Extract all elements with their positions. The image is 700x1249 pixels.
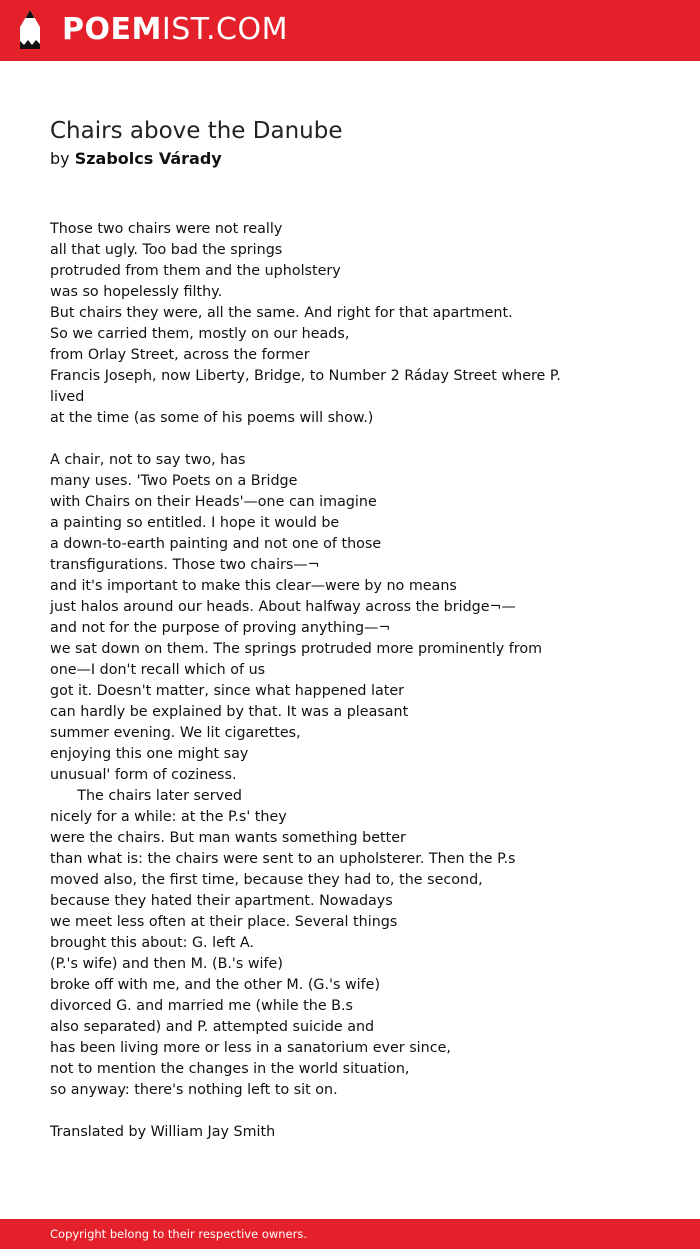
poem-line: can hardly be explained by that. It was a pleasant [50, 704, 409, 720]
poem-line: than what is: the chairs were sent to an upholsterer. Then the P.s [50, 851, 516, 867]
poem-line: because they hated their apartment. Nowadays [50, 893, 393, 909]
poem-line: has been living more or less in a sanatorium ever since, [50, 1040, 451, 1056]
poem-line: many uses. 'Two Poets on a Bridge [50, 473, 298, 489]
poem-line: a painting so entitled. I hope it would be [50, 515, 340, 531]
poem-line: with Chairs on their Heads'—one can imagine [50, 494, 377, 510]
poem-line: all that ugly. Too bad the springs [50, 242, 283, 258]
poem-line: and it's important to make this clear—were by no means [50, 578, 457, 594]
poem-line: from Orlay Street, across the former [50, 347, 310, 363]
poem-line: transfigurations. Those two chairs—¬ [50, 557, 320, 573]
poem-line: enjoying this one might say [50, 746, 249, 762]
poem-line: divorced G. and married me (while the B.s [50, 998, 353, 1014]
poem-line: Those two chairs were not really [50, 221, 283, 237]
poem-line: also separated) and P. attempted suicide and [50, 1019, 375, 1035]
poem-title: Chairs above the Danube [50, 118, 343, 144]
poem-line: Francis Joseph, now Liberty, Bridge, to Number 2 Ráday Street where P. [50, 368, 561, 384]
poem-line: lived [50, 389, 85, 405]
poem-byline [50, 148, 222, 170]
poem-line: was so hopelessly filthy. [50, 284, 223, 300]
site-footer [0, 1219, 700, 1249]
pencil-icon[interactable] [18, 9, 42, 51]
logo-text-light: IST.COM [161, 12, 288, 47]
poem-line: we meet less often at their place. Several things [50, 914, 398, 930]
poem-line: summer evening. We lit cigarettes, [50, 725, 301, 741]
poem-line: and not for the purpose of proving anything—¬ [50, 620, 391, 636]
poem-line: broke off with me, and the other M. (G.'s wife) [50, 977, 381, 993]
copyright-text: Copyright belong to their respective owners. [50, 1227, 308, 1241]
poem-line: so anyway: there's nothing left to sit on. [50, 1082, 338, 1098]
poem-line: Translated by William Jay Smith [50, 1124, 276, 1140]
poem-body [50, 219, 670, 1143]
poem-line: nicely for a while: at the P.s' they [50, 809, 287, 825]
stanza-break [50, 429, 670, 450]
poem-line: not to mention the changes in the world situation, [50, 1061, 410, 1077]
poem-line: A chair, not to say two, has [50, 452, 246, 468]
poem-line: we sat down on them. The springs protruded more prominently from [50, 641, 543, 657]
poem-line: protruded from them and the upholstery [50, 263, 341, 279]
author-link[interactable]: Szabolcs Várady [74, 149, 222, 168]
poem-line: one—I don't recall which of us [50, 662, 266, 678]
logo-text-bold: POEM [62, 12, 162, 47]
poem-line: moved also, the first time, because they had to, the second, [50, 872, 483, 888]
poem-line: unusual' form of coziness. [50, 767, 237, 783]
poem-line: So we carried them, mostly on our heads, [50, 326, 350, 342]
poem-line: (P.'s wife) and then M. (B.'s wife) [50, 956, 283, 972]
site-header [0, 0, 700, 61]
by-label: by [50, 149, 70, 168]
poem-line: But chairs they were, all the same. And right for that apartment. [50, 305, 513, 321]
poem-line: just halos around our heads. About halfway across the bridge¬— [50, 599, 516, 615]
poem-line: got it. Doesn't matter, since what happened later [50, 683, 405, 699]
poem-line: at the time (as some of his poems will show.) [50, 410, 374, 426]
poem-line: were the chairs. But man wants something better [50, 830, 406, 846]
poem-line: brought this about: G. left A. [50, 935, 254, 951]
site-logo[interactable] [62, 11, 288, 49]
poem-line: a down-to-earth painting and not one of those [50, 536, 382, 552]
stanza-break [50, 1101, 670, 1122]
poem-line: The chairs later served [50, 788, 242, 804]
